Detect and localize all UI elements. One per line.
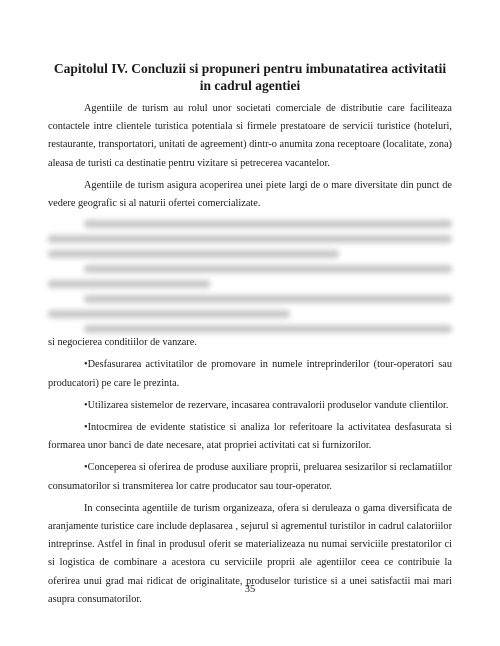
paragraph-1: Agentiile de turism au rolul unor societati comerciale de distributie care faciliteaza contactele intre clientele turistica potentiala si firmele prestatoare de servicii turistice (hoteluri, restaurante, transportatori, unitati de agreement) dintr-o anumita zona receptoare (localitate, zona) aleasa de turisti ca destinatie pentru vizitare si petrecerea vacantelor.	[48, 103, 452, 169]
chapter-title: Capitolul IV. Concluzii si propuneri pentru imbunatatirea activitatii in cadrul agentiei	[53, 61, 447, 93]
bullet-rezervare: •Utilizarea sistemelor de rezervare, incasarea contravalorii produselor vandute clientilor.	[84, 399, 449, 411]
paragraph-2: Agentiile de turism asigura acoperirea unei piete largi de o mare diversitate din punct de vedere geografic si al naturii ofertei comercializate.	[48, 179, 452, 210]
blurred-text-block	[48, 220, 452, 333]
bullet-produse-auxiliare: •Conceperea si oferirea de produse auxiliare proprii, preluarea sesizarilor si reclamatiilor consumatorilor si transmiterea lor catre producator sau tour-operator.	[48, 462, 452, 492]
bullet-evidente: •Intocmirea de evidente statistice si analiza lor referitoare la activitatea desfasurata si formarea unor banci de date necesare, atat propriei activitati cat si furnizorilor.	[48, 422, 452, 452]
bullet-promovare: •Desfasurarea activitatilor de promovare in numele intreprinderilor (tour-operatori sau producatori) pe care le prezinta.	[48, 359, 452, 389]
blurred-line	[84, 220, 452, 228]
blurred-line	[48, 250, 339, 258]
blurred-line	[84, 325, 452, 333]
paragraph-conclusion: In consecinta agentiile de turism organizeaza, ofera si deruleaza o gama diversificata de aranjamente turistice care include deplasarea , sejurul si agrementul turistilor in cadrul calatoriilor intreprinse. Astfel in final in produsul oferit se materializeaza nu numai serviciile prestatorilor ci si logistica de combinare a acestora cu serviciile proprii ale agentiilor ceea ce contribuie la oferirea unui grad mai ridicat de originalitate, produselor turistice si a unei satisfactii mai mari asupra consumatorilor.	[48, 502, 452, 605]
blurred-line	[48, 235, 452, 243]
page-number: 35	[244, 584, 256, 595]
blurred-line	[84, 295, 452, 303]
blurred-line	[48, 280, 210, 288]
partial-line: si negocierea conditiilor de vanzare.	[48, 337, 197, 349]
blurred-line	[84, 265, 452, 273]
blurred-line	[48, 310, 290, 318]
document-body	[48, 100, 452, 613]
